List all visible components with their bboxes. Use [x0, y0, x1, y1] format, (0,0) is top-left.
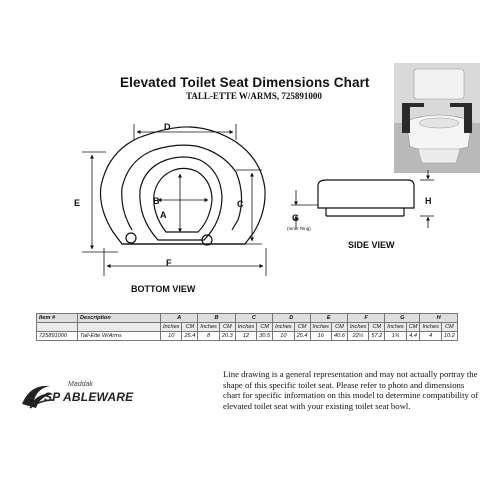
dim-label-h: H [425, 196, 432, 206]
table-units-row [37, 323, 458, 332]
cell-a-cm: 25.4 [182, 332, 198, 341]
cell-d-cm: 25.4 [294, 332, 310, 341]
cell-c-in: 12 [235, 332, 256, 341]
unit-inches: Inches [420, 323, 441, 332]
dim-label-g: G [292, 213, 300, 223]
unit-cm: CM [257, 323, 273, 332]
col-b: B [198, 314, 235, 323]
cell-f-in: 22½ [347, 332, 368, 341]
inner-ring-label: (Inner Ring) [287, 226, 311, 231]
cell-e-in: 16 [310, 332, 331, 341]
dim-label-e: E [74, 198, 81, 208]
logo-brand-text: SP ABLEWARE [44, 390, 134, 404]
side-view-drawing [318, 180, 414, 216]
cell-item: 725891000 [37, 332, 78, 341]
col-description: Description [78, 314, 161, 323]
col-h: H [420, 314, 457, 323]
col-f: F [347, 314, 384, 323]
dim-label-f: F [166, 258, 172, 268]
col-a: A [161, 314, 198, 323]
logo-maker-text: Maddak [68, 381, 93, 388]
unit-cm: CM [219, 323, 235, 332]
unit-cm: CM [331, 323, 347, 332]
cell-description: Tall-Ette W/Arms [78, 332, 161, 341]
cell-g-in: 1¾ [385, 332, 406, 341]
unit-inches: Inches [310, 323, 331, 332]
cell-b-in: 8 [198, 332, 219, 341]
col-c: C [235, 314, 272, 323]
cell-e-cm: 40.6 [331, 332, 347, 341]
unit-cm: CM [294, 323, 310, 332]
bottom-view-label: BOTTOM VIEW [131, 284, 196, 294]
unit-inches: Inches [347, 323, 368, 332]
disclaimer-note: Line drawing is a general representation and may not actually portray the shape of this specific toilet seat. Please refer to photo and dimensions chart for specific information on this model to determine compatibility of elevated toilet seat with your existing toilet seat bowl. [223, 369, 479, 411]
dim-label-d: D [164, 122, 171, 132]
cell-c-cm: 30.5 [257, 332, 273, 341]
col-item: Item # [37, 314, 78, 323]
unit-inches: Inches [161, 323, 182, 332]
unit-cm: CM [182, 323, 198, 332]
unit-cm: CM [406, 323, 420, 332]
table-row [37, 332, 458, 341]
side-view-label: SIDE VIEW [348, 240, 395, 250]
chart-title: Elevated Toilet Seat Dimensions Chart [120, 75, 370, 90]
cell-a-in: 10 [161, 332, 182, 341]
dim-label-b: B [153, 196, 160, 206]
col-d: D [273, 314, 310, 323]
cell-h-in: 4 [420, 332, 441, 341]
cell-f-cm: 57.2 [369, 332, 385, 341]
cell-b-cm: 20.3 [219, 332, 235, 341]
unit-inches: Inches [235, 323, 256, 332]
dim-label-a: A [160, 210, 167, 220]
col-g: G [385, 314, 420, 323]
unit-inches: Inches [385, 323, 406, 332]
unit-cm: CM [369, 323, 385, 332]
table-header-row [37, 314, 458, 323]
unit-cm: CM [441, 323, 457, 332]
dim-label-c: C [237, 199, 244, 209]
dimensions-table [36, 313, 458, 341]
cell-d-in: 10 [273, 332, 294, 341]
product-subtitle: TALL-ETTE W/ARMS, 725891000 [186, 91, 322, 101]
cell-h-cm: 10.2 [441, 332, 457, 341]
cell-g-cm: 4.4 [406, 332, 420, 341]
unit-inches: Inches [198, 323, 219, 332]
col-e: E [310, 314, 347, 323]
bottom-view-drawing [101, 127, 266, 245]
unit-inches: Inches [273, 323, 294, 332]
